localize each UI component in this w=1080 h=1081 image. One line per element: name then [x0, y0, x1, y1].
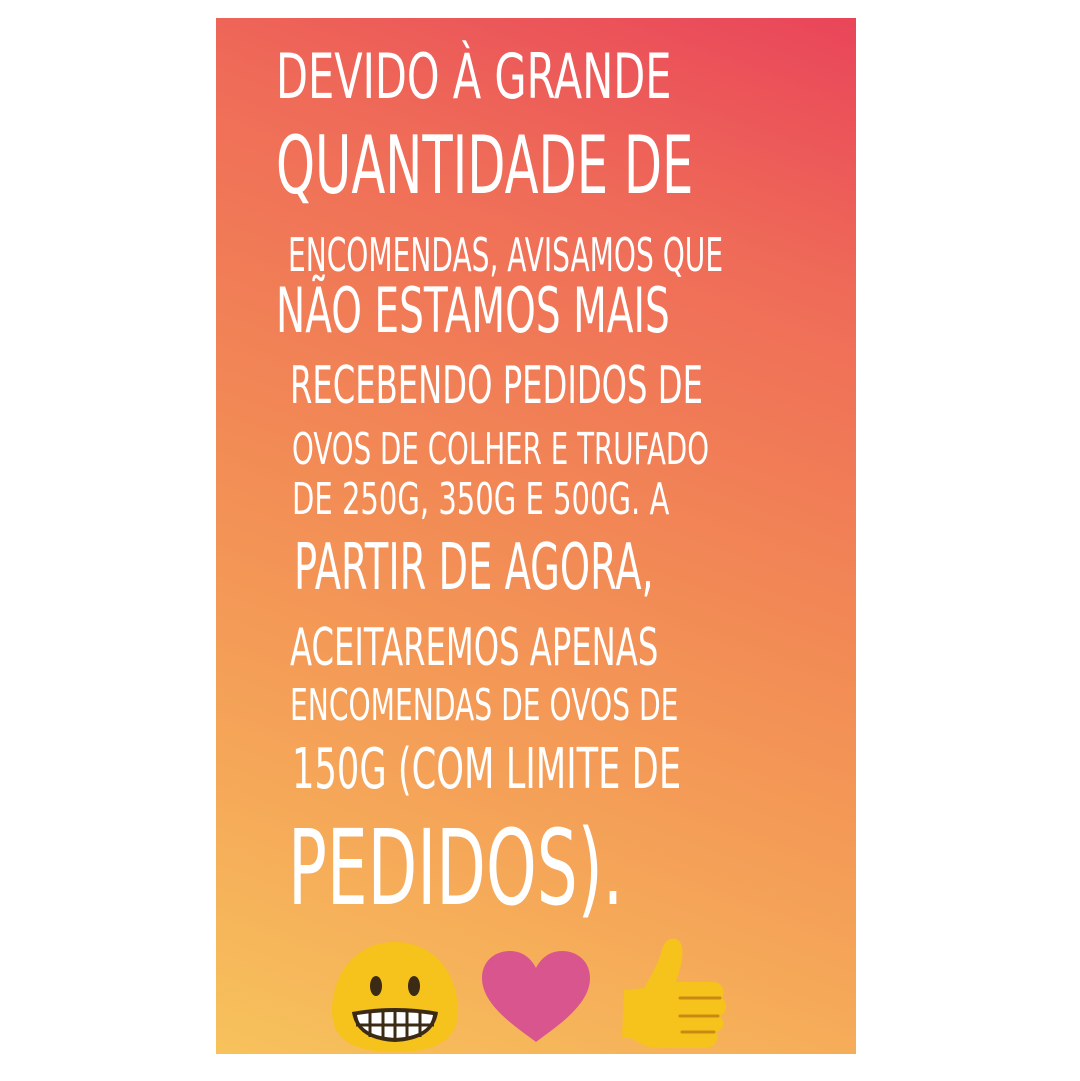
story-card — [216, 18, 856, 1054]
message-line-10: ENCOMENDAS DE OVOS DE — [290, 680, 679, 731]
grinning-face-icon — [330, 938, 460, 1054]
message-line-8: PARTIR DE AGORA, — [294, 531, 654, 605]
message-line-11: 150G (COM LIMITE DE — [292, 737, 682, 802]
message-line-9: ACEITAREMOS APENAS — [290, 618, 659, 678]
message-line-2: QUANTIDADE DE — [276, 119, 694, 212]
thumbs-up-icon — [616, 934, 732, 1054]
heart-icon — [478, 948, 594, 1044]
message-line-1: DEVIDO À GRANDE — [276, 40, 672, 113]
message-line-4: NÃO ESTAMOS MAIS — [276, 274, 670, 347]
message-line-12: PEDIDOS). — [288, 807, 624, 929]
message-line-5: RECEBENDO PEDIDOS DE — [290, 356, 703, 416]
message-line-7: DE 250G, 350G E 500G. A — [292, 474, 670, 525]
message-line-6: OVOS DE COLHER E TRUFADO — [292, 424, 710, 475]
message-line-3: ENCOMENDAS, AVISAMOS QUE — [288, 228, 724, 282]
